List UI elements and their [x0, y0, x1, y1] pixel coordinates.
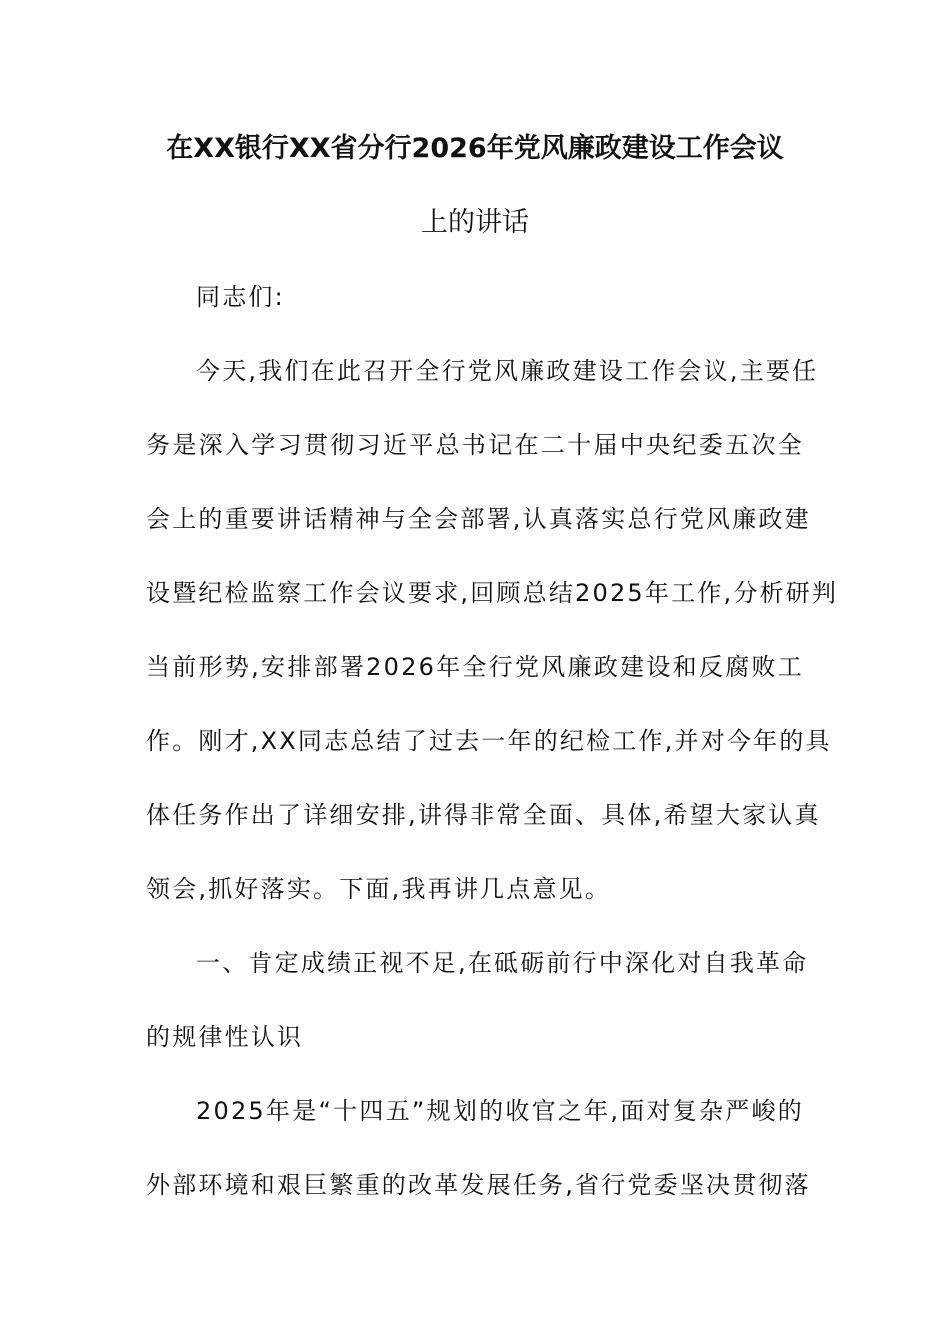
paragraph-line: 今天,我们在此召开全行党风廉政建设工作会议,主要任: [196, 357, 819, 385]
paragraph-line: 会上的重要讲话精神与全会部署,认真落实总行党风廉政建: [146, 505, 811, 533]
title-line-1: 在XX银行XX省分行2026年党风廉政建设工作会议: [166, 133, 784, 164]
paragraph-line: 外部环境和艰巨繁重的改革发展任务,省行党委坚决贯彻落: [146, 1171, 811, 1199]
paragraph-line: 领会,抓好落实。下面,我再讲几点意见。: [146, 875, 612, 903]
paragraph-intro: [146, 334, 839, 926]
section-heading-line: 的规律性认识: [146, 1023, 304, 1051]
paragraph-line: 当前形势,安排部署2026年全行党风廉政建设和反腐败工: [146, 653, 804, 681]
title-line-2: 上的讲话: [421, 207, 529, 238]
paragraph-line: 务是深入学习贯彻习近平总书记在二十届中央纪委五次全: [146, 431, 804, 459]
document-page: [146, 112, 839, 1222]
section-heading-1: [146, 926, 809, 1074]
section-heading-line: 一、肯定成绩正视不足,在砥砺前行中深化对自我革命: [196, 949, 809, 977]
paragraph-line: 2025年是“十四五”规划的收官之年,面对复杂严峻的: [196, 1097, 804, 1125]
paragraph-review: [146, 1074, 811, 1222]
salutation: [146, 260, 804, 334]
paragraph-line: 设暨纪检监察工作会议要求,回顾总结2025年工作,分析研判: [146, 579, 839, 607]
document-title: [146, 112, 804, 260]
salutation-text: 同志们:: [196, 283, 285, 311]
paragraph-line: 体任务作出了详细安排,讲得非常全面、具体,希望大家认真: [146, 801, 821, 829]
paragraph-line: 作。刚才,XX同志总结了过去一年的纪检工作,并对今年的具: [146, 727, 832, 755]
